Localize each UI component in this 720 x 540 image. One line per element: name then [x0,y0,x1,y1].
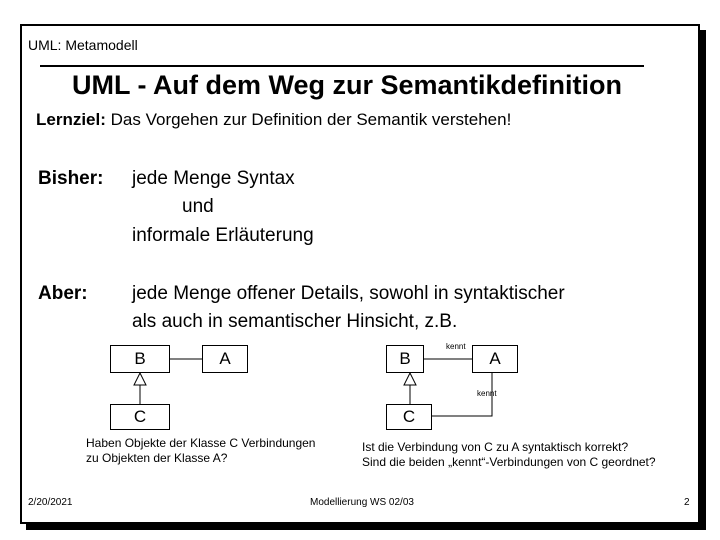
learning-goal-text: Das Vorgehen zur Definition der Semantik verstehen! [105,110,512,129]
slide-header: UML: Metamodell [28,37,138,53]
slide-title: UML - Auf dem Weg zur Semantikdefinition [72,70,623,100]
left-caption-line-1: Haben Objekte der Klasse C Verbindungen [86,436,316,450]
learning-goal-label: Lernziel: [36,110,106,129]
footer-page-number: 2 [684,497,690,508]
left-class-b: B [110,345,170,373]
footer-date: 2/20/2021 [28,497,73,508]
bisher-line-1: jede Menge Syntax [132,168,295,189]
left-inheritance-arrowhead [134,373,146,385]
left-class-c: C [110,404,170,430]
bisher-line-2: und [182,196,214,217]
aber-line-1: jede Menge offener Details, sowohl in syntaktischer [132,283,565,304]
right-class-c: C [386,404,432,430]
bisher-line-3: informale Erläuterung [132,225,314,246]
left-caption-line-2: zu Objekten der Klasse A? [86,451,228,465]
right-class-b: B [386,345,424,373]
footer-course: Modellierung WS 02/03 [310,497,414,508]
right-inheritance-arrowhead [404,373,416,385]
left-class-a: A [202,345,248,373]
right-caption-line-1: Ist die Verbindung von C zu A syntaktisch korrekt? [362,440,629,454]
slide [20,24,700,524]
bisher-label: Bisher: [38,168,104,189]
right-class-a: A [472,345,518,373]
right-caption-line-2: Sind die beiden „kennt“-Verbindungen von C geordnet? [362,455,656,469]
aber-line-2: als auch in semantischer Hinsicht, z.B. [132,311,458,332]
right-association-label-top: kennt [446,342,466,351]
right-association-label-bottom: kennt [477,389,497,398]
aber-label: Aber: [38,283,88,304]
